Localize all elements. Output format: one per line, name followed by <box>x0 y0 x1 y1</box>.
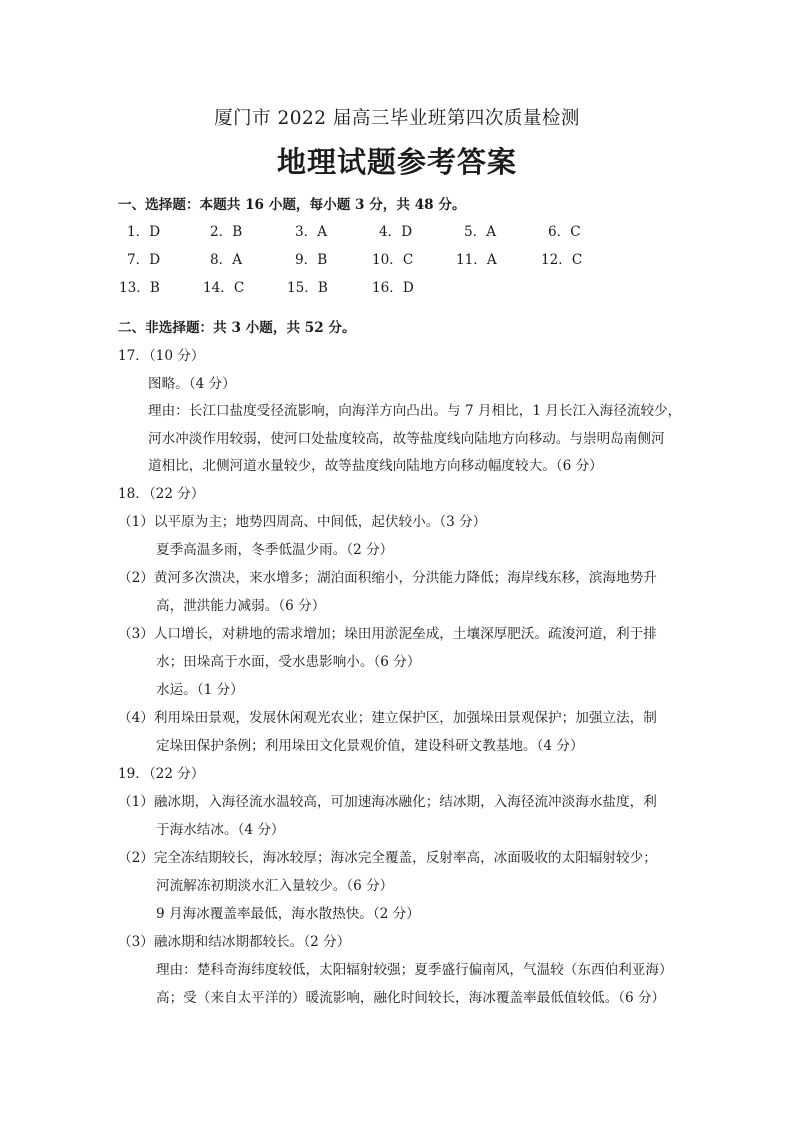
section1-heading: 一、选择题：本题共 16 小题，每小题 3 分，共 48 分。 <box>118 197 466 213</box>
q17-line: 图略。（4 分） <box>148 376 236 392</box>
q18-line: （1）以平原为主；地势四周高、中间低，起伏较小。（3 分） <box>118 514 487 530</box>
exam-subtitle: 厦门市 2022 届高三毕业班第四次质量检测 <box>214 108 580 129</box>
q19-line: 理由：楚科奇海纬度较低，太阳辐射较强；夏季盛行偏南风，气温较（东西伯利亚海） <box>156 962 673 978</box>
mc-answer: 15．B <box>287 280 328 296</box>
mc-answer: 10．C <box>372 252 414 268</box>
mc-answer: 14．C <box>203 280 245 296</box>
q18-label: 18．（22 分） <box>118 486 205 502</box>
q18-line: 定垛田保护条例；利用垛田文化景观价值，建设科研文教基地。（4 分） <box>156 738 584 754</box>
mc-answer: 9．B <box>295 252 328 268</box>
q19-line: 9 月海冰覆盖率最低，海水散热快。（2 分） <box>156 906 420 922</box>
q17-line: 道相比，北侧河道水量较少，故等盐度线向陆地方向移动幅度较大。（6 分） <box>148 458 603 474</box>
mc-answer: 16．D <box>372 280 414 296</box>
mc-answer: 7．D <box>127 252 161 268</box>
q18-line: 水运。（1 分） <box>156 682 244 698</box>
mc-answer: 12．C <box>541 252 583 268</box>
mc-answer: 13．B <box>119 280 160 296</box>
mc-row-1 <box>0 222 794 242</box>
mc-answer: 5．A <box>464 224 497 240</box>
q19-line: （1）融冰期，入海径流水温较高，可加速海冰融化；结冰期，入海径流冲淡海水盐度，利 <box>118 794 657 810</box>
q18-line: （2）黄河多次溃决，来水增多；湖泊面积缩小，分洪能力降低；海岸线东移，滨海地势升 <box>118 570 657 586</box>
q19-line: （3）融冰期和结冰期都较长。（2 分） <box>118 934 351 950</box>
mc-answer: 11．A <box>456 252 497 268</box>
mc-row-2 <box>0 250 794 270</box>
q17-line: 河水冲淡作用较弱，使河口处盐度较高，故等盐度线向陆地方向移动。与崇明岛南侧河 <box>148 431 665 447</box>
mc-answer: 8．A <box>210 252 243 268</box>
q18-line: 水；田垛高于水面，受水患影响小。（6 分） <box>156 654 421 670</box>
page-title: 地理试题参考答案 <box>276 145 517 179</box>
mc-answer: 3．A <box>295 224 328 240</box>
mc-answer: 1．D <box>127 224 161 240</box>
q18-line: 高，泄洪能力减弱。（6 分） <box>156 598 326 614</box>
q19-line: 河流解冻初期淡水汇入量较少。（6 分） <box>156 878 394 894</box>
q17-line: 理由：长江口盐度受径流影响，向海洋方向凸出。与 7 月相比，1 月长江入海径流较少， <box>148 403 682 419</box>
q19-line: （2）完全冻结期较长，海冰较厚；海冰完全覆盖，反射率高，冰面吸收的太阳辐射较少； <box>118 850 657 866</box>
q18-line: （4）利用垛田景观，发展休闲观光农业；建立保护区，加强垛田景观保护；加强立法，制 <box>118 710 657 726</box>
mc-answer: 4．D <box>379 224 413 240</box>
q19-line: 于海水结冰。（4 分） <box>156 822 285 838</box>
mc-answer: 2．B <box>210 224 243 240</box>
q18-line: 夏季高温多雨，冬季低温少雨。（2 分） <box>156 542 394 558</box>
section2-heading: 二、非选择题：共 3 小题，共 52 分。 <box>118 320 356 336</box>
mc-row-3 <box>0 278 794 298</box>
q18-line: （3）人口增长，对耕地的需求增加；垛田用淤泥垒成，土壤深厚肥沃。疏浚河道，利于排 <box>118 626 657 642</box>
mc-answer: 6．C <box>548 224 581 240</box>
q17-label: 17．（10 分） <box>118 348 205 364</box>
q19-label: 19．（22 分） <box>118 766 205 782</box>
q19-line: 高；受（来自太平洋的）暖流影响，融化时间较长，海冰覆盖率最低值较低。（6 分） <box>156 990 666 1006</box>
